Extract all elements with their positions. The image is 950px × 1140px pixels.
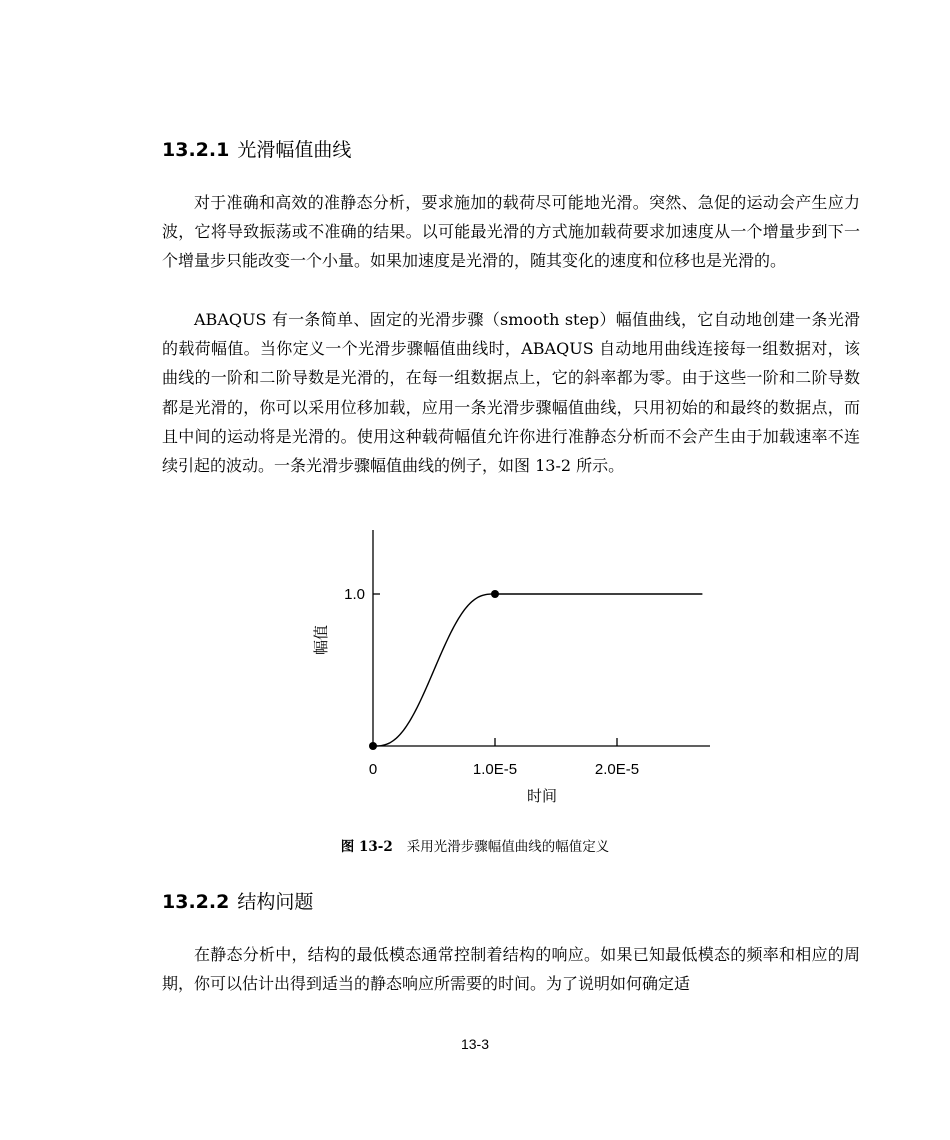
figure-caption-label: 图 13-2 — [340, 839, 393, 855]
x-axis-label: 时间 — [526, 787, 558, 805]
section-heading-13-2-1 — [162, 138, 351, 162]
figure-caption — [0, 838, 950, 856]
x-tick-label: 2.0E-5 — [594, 761, 640, 778]
data-point — [491, 590, 499, 598]
section-number: 13.2.1 — [162, 139, 230, 161]
data-point — [369, 742, 377, 750]
section-title: 结构问题 — [237, 891, 314, 913]
section-title: 光滑幅值曲线 — [237, 139, 352, 161]
x-tick-label: 0 — [368, 761, 378, 778]
y-tick-label: 1.0 — [344, 586, 365, 603]
y-axis-label: 幅值 — [312, 624, 330, 656]
paragraph: ABAQUS 有一条简单、固定的光滑步骤（smooth step）幅值曲线，它自动地创建一条光滑的载荷幅值。当你定义一个光滑步骤幅值曲线时，ABAQUS 自动地用曲线连接每一组数据对，该曲线的一阶和二阶导数是光滑的，在每一组数据点上，它的斜率都为零。由于这些一阶和二阶导数都是光滑的，你可以采用位移加载，应用一条光滑步骤幅值曲线，只用初始的和最终的数据点，而且中间的运动将是光滑的。使用这种载荷幅值允许你进行准静态分析而不会产生由于加载速率不连续引起的波动。一条光滑步骤幅值曲线的例子，如图 13-2 所示。 — [162, 310, 860, 476]
section-heading-13-2-2 — [162, 890, 313, 914]
paragraph: 在静态分析中，结构的最低模态通常控制着结构的响应。如果已知最低模态的频率和相应的周期，你可以估计出得到适当的静态响应所需要的时间。为了说明如何确定适 — [162, 945, 860, 994]
section-number: 13.2.2 — [162, 891, 230, 913]
smooth-step-amplitude-chart — [300, 525, 720, 815]
paragraph: 对于准确和高效的准静态分析，要求施加的载荷尽可能地光滑。突然、急促的运动会产生应力波，它将导致振荡或不准确的结果。以可能最光滑的方式施加载荷要求加速度从一个增量步到下一个增量步只能改变一个小量。如果加速度是光滑的，随其变化的速度和位移也是光滑的。 — [162, 193, 860, 271]
figure-caption-text: 采用光滑步骤幅值曲线的幅值定义 — [406, 839, 610, 855]
x-tick-label: 1.0E-5 — [472, 761, 518, 778]
smooth-step-curve — [373, 594, 702, 746]
page-number: 13-3 — [460, 1036, 490, 1052]
